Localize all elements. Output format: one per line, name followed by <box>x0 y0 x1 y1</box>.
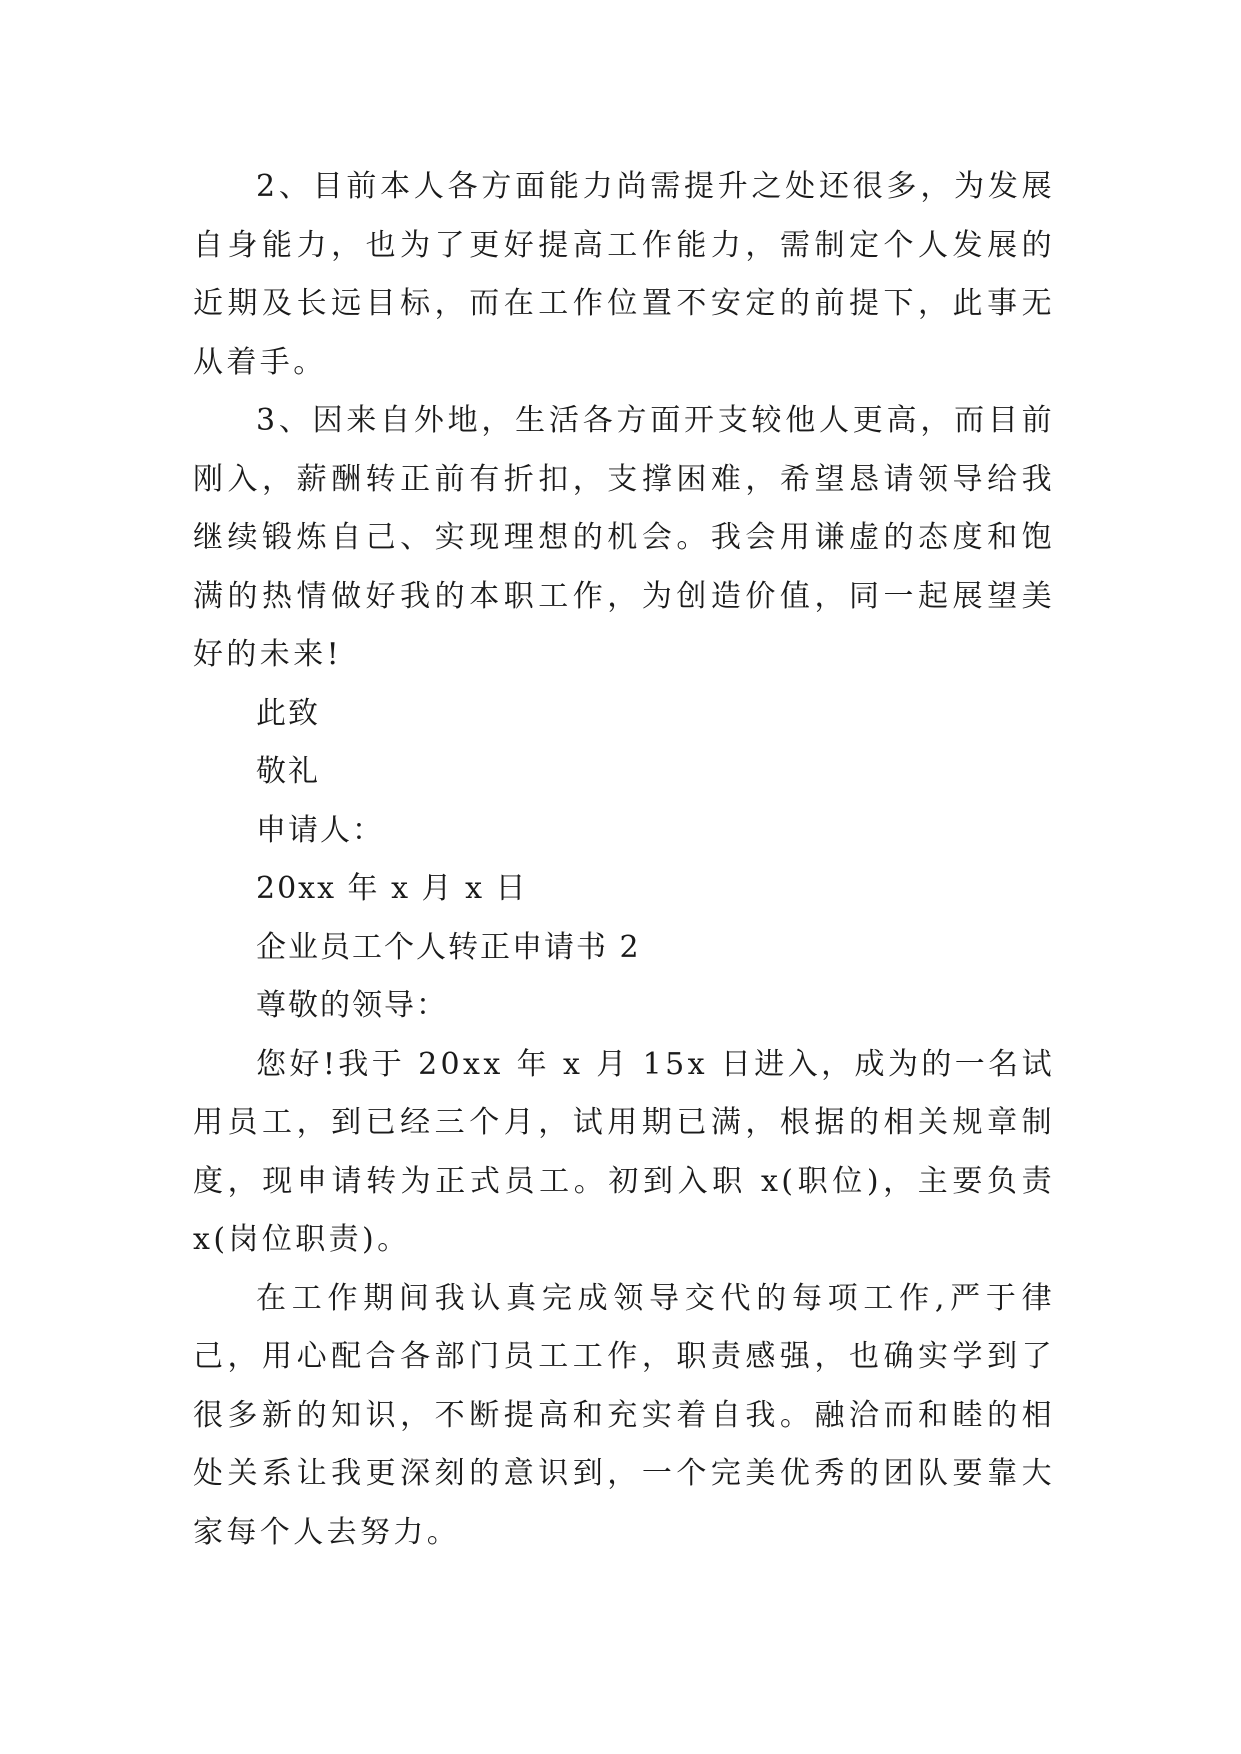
letter-2-paragraph-work: 在工作期间我认真完成领导交代的每项工作,严于律己，用心配合各部门员工工作，职责感强，也确实学到了很多新的知识，不断提高和充实着自我。融洽而和睦的相处关系让我更深刻的意识到，一个完美优秀的团队要靠大家每个人去努力。 <box>193 1280 1055 1550</box>
greeting-line: 尊敬的领导： <box>256 988 448 1023</box>
letter-2-title: 企业员工个人转正申请书 2 <box>256 929 641 965</box>
closing-line: 此致 <box>256 695 320 731</box>
paragraph-point-3: 3、因来自外地，生活各方面开支较他人更高，而目前刚入，薪酬转正前有折扣，支撑困难，希望恳请领导给我继续锻炼自己、实现理想的机会。我会用谦虚的态度和饱满的热情做好我的本职工作，为创造价值，同一起展望美好的未来! <box>193 403 1055 672</box>
salute-line: 敬礼 <box>256 754 320 789</box>
date-line: 20xx 年 x 月 x 日 <box>256 871 528 906</box>
paragraph-point-2: 2、目前本人各方面能力尚需提升之处还很多，为发展自身能力，也为了更好提高工作能力，需制定个人发展的近期及长远目标，而在工作位置不安定的前提下，此事无从着手。 <box>193 169 1055 380</box>
document-body <box>193 158 1055 1562</box>
letter-2-paragraph-intro: 您好!我于 20xx 年 x 月 15x 日进入，成为的一名试用员工，到已经三个月，试用期已满，根据的相关规章制度，现申请转为正式员工。初到入职 x(职位)，主要负责 x(岗位职责)。 <box>193 1046 1055 1257</box>
applicant-label: 申请人： <box>256 812 384 848</box>
